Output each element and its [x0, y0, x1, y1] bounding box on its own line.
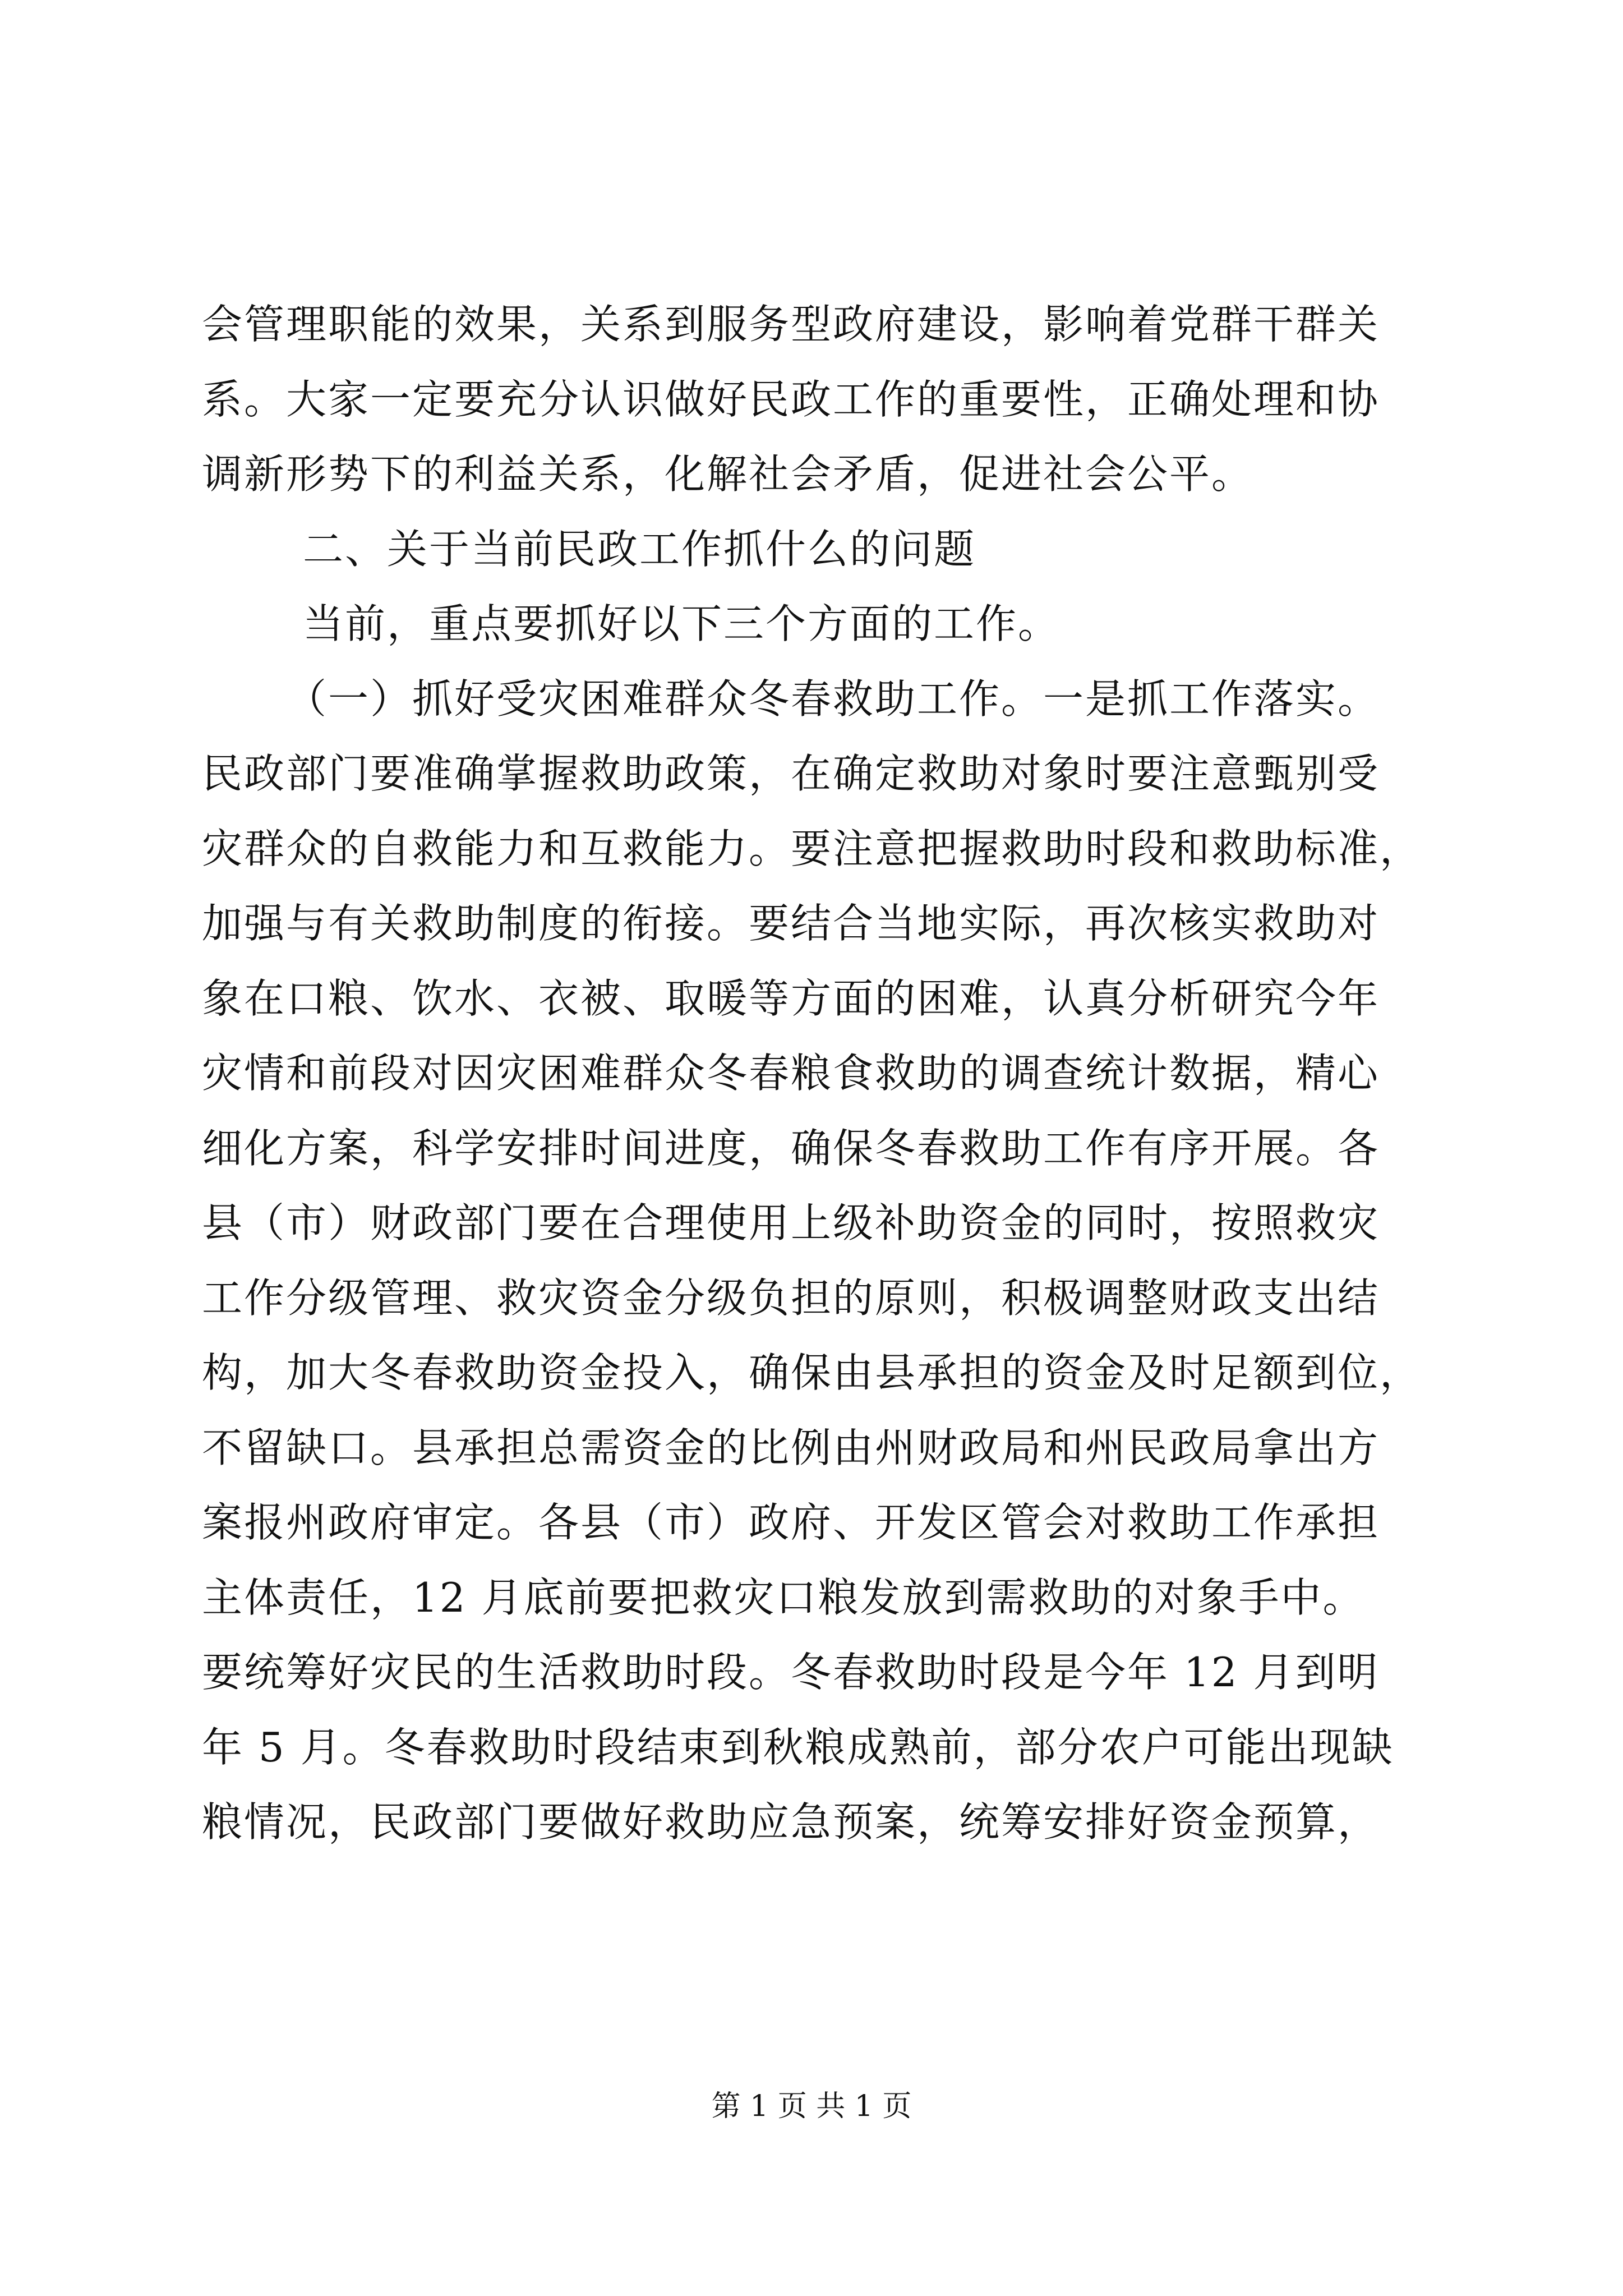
- text-line-16: 不留缺口。县承担总需资金的比例由州财政局和州民政局拿出方: [202, 1424, 1380, 1471]
- body-text: [202, 287, 1424, 1860]
- text-line-20: 年 5 月。冬春救助时段结束到秋粮成熟前，部分农户可能出现缺: [202, 1723, 1394, 1771]
- page-footer: 第 1 页 共 1 页: [711, 2090, 912, 2123]
- text-line-14: 工作分级管理、救灾资金分级负担的原则，积极调整财政支出结: [202, 1274, 1380, 1322]
- text-line-12: 细化方案，科学安排时间进度，确保冬春救助工作有序开展。各: [202, 1124, 1380, 1172]
- text-line-17: 案报州政府审定。各县（市）政府、开发区管会对救助工作承担: [202, 1499, 1380, 1546]
- text-line-2: 系。大家一定要充分认识做好民政工作的重要性，正确处理和协: [202, 375, 1380, 423]
- text-line-21: 粮情况，民政部门要做好救助应急预案，统筹安排好资金预算，: [202, 1798, 1380, 1846]
- section-heading: 二、关于当前民政工作抓什么的问题: [303, 525, 976, 573]
- subsection-heading: （一）抓好受灾困难群众冬春救助工作。一是抓工作落实。: [286, 675, 1380, 723]
- text-line-11: 灾情和前段对因灾困难群众冬春粮食救助的调查统计数据，精心: [202, 1050, 1380, 1097]
- text-line-13: 县（市）财政部门要在合理使用上级补助资金的同时，按照救灾: [202, 1199, 1380, 1246]
- text-line-1: 会管理职能的效果，关系到服务型政府建设，影响着党群干群关: [202, 301, 1380, 348]
- text-line-7: 民政部门要准确掌握救助政策，在确定救助对象时要注意甄别受: [202, 750, 1380, 797]
- text-line-3: 调新形势下的利益关系，化解社会矛盾，促进社会公平。: [202, 450, 1254, 498]
- text-line-9: 加强与有关救助制度的衔接。要结合当地实际，再次核实救助对: [202, 900, 1380, 947]
- text-line-19: 要统筹好灾民的生活救助时段。冬春救助时段是今年 12 月到明: [202, 1649, 1380, 1696]
- text-line-10: 象在口粮、饮水、衣被、取暖等方面的困难，认真分析研究今年: [202, 974, 1380, 1022]
- text-line-8: 灾群众的自救能力和互救能力。要注意把握救助时段和救助标准，: [202, 825, 1422, 872]
- text-line-15: 构，加大冬春救助资金投入，确保由县承担的资金及时足额到位，: [202, 1349, 1422, 1396]
- text-line-5: 当前，重点要抓好以下三个方面的工作。: [303, 600, 1061, 647]
- text-line-18: 主体责任，12 月底前要把救灾口粮发放到需救助的对象手中。: [202, 1573, 1365, 1621]
